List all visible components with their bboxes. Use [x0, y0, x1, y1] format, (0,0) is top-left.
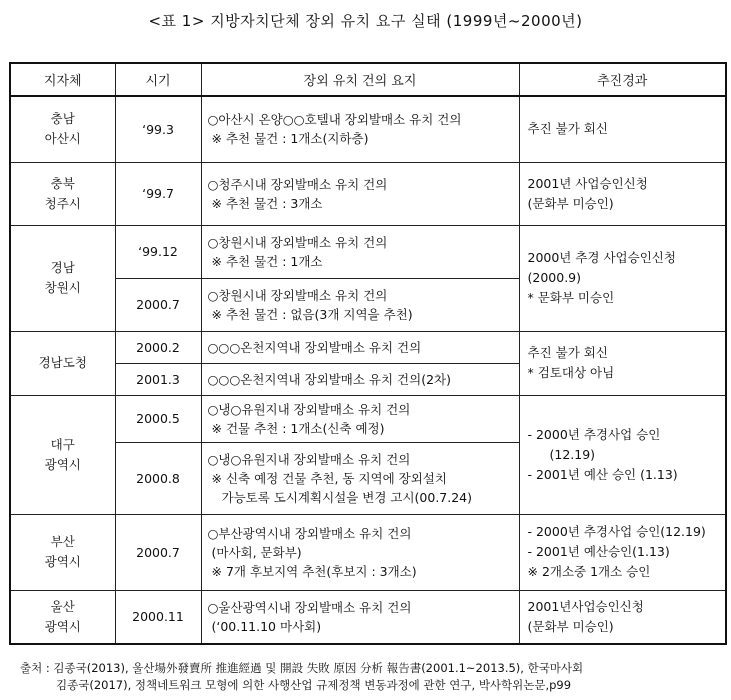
gist-line: ○울산광역시내 장외발매소 유치 건의: [207, 599, 412, 615]
region-cell: [10, 96, 115, 162]
table-row: [10, 331, 726, 363]
progress-line: - 2000년 추경사업 승인(12.19): [527, 524, 706, 539]
region-line: 부산: [50, 534, 75, 549]
period-cell: 2000.2: [115, 331, 201, 363]
table-row: [10, 395, 726, 442]
region-line: 충북: [50, 175, 75, 191]
header-row: [10, 63, 726, 96]
progress-line: (문화부 미승인): [527, 618, 614, 634]
progress-line: ※ 2개소중 1개소 승인: [527, 564, 651, 579]
gist-line: 가능토록 도시계획시설을 변경 고시(00.7.24): [221, 489, 473, 505]
gist-line: ※ 건물 추천 : 1개소(신축 예정): [211, 420, 385, 436]
region-line: 대구: [50, 436, 75, 452]
region-line: 광역시: [44, 456, 81, 472]
region-line: 청주시: [44, 195, 81, 211]
gist-line: ○냉○유원지내 장외발매소 유치 건의: [207, 451, 411, 467]
period-cell: 2000.7: [115, 278, 201, 331]
gist-cell: [201, 363, 519, 395]
progress-line: 2000년 추경 사업승인신청: [527, 250, 676, 265]
table-row: [10, 225, 726, 278]
source-line-2: 김종국(2017), 정책네트워크 모형에 의한 사행산업 규제정책 변동과정에 관한 연구, 박사학위논문,p99: [56, 678, 572, 692]
gist-line: ○○○온천지역내 장외발매소 유치 건의: [207, 339, 422, 355]
gist-cell: [201, 331, 519, 363]
gist-line: ※ 추천 물건 : 1개소(지하층): [211, 131, 369, 147]
request-status-table: [9, 62, 727, 645]
table-row: [10, 96, 726, 162]
progress-line: (12.19): [549, 446, 596, 462]
period-cell: 2000.5: [115, 395, 201, 442]
progress-cell: [519, 331, 726, 395]
gist-line: ※ 추천 물건 : 1개소: [211, 253, 323, 269]
region-cell: [10, 395, 115, 514]
progress-line: * 검토대상 아님: [527, 365, 615, 380]
gist-line: ○부산광역시내 장외발매소 유치 건의: [207, 525, 412, 541]
gist-line: (마사회, 문화부): [211, 544, 302, 560]
progress-line: - 2000년 추경사업 승인: [527, 426, 661, 442]
gist-line: ※ 추천 물건 : 3개소: [211, 195, 323, 211]
region-line: 경남: [50, 260, 75, 275]
gist-cell: [201, 395, 519, 442]
progress-line: - 2001년 예산승인(1.13): [527, 544, 670, 559]
gist-cell: [201, 514, 519, 590]
gist-cell: [201, 225, 519, 278]
period-cell: ‘99.12: [115, 225, 201, 278]
period-cell: 2001.3: [115, 363, 201, 395]
header-gist: 장외 유치 건의 요지: [201, 63, 519, 96]
source-note: [20, 660, 583, 694]
gist-line: ※ 7개 후보지역 추천(후보지 : 3개소): [211, 563, 417, 579]
gist-line: ○아산시 온양○○호텔내 장외발매소 유치 건의: [207, 112, 462, 128]
table-row: [10, 590, 726, 644]
gist-cell: [201, 162, 519, 225]
region-line: 광역시: [44, 554, 81, 569]
gist-cell: [201, 442, 519, 514]
progress-line: 추진 불가 회신: [527, 345, 608, 360]
region-cell: [10, 590, 115, 644]
header-region: 지자체: [10, 63, 115, 96]
progress-cell: [519, 96, 726, 162]
region-line: 아산시: [44, 131, 81, 147]
region-line: 울산: [50, 598, 75, 614]
period-cell: 2000.11: [115, 590, 201, 644]
progress-line: 추진 불가 회신: [527, 121, 608, 137]
progress-cell: [519, 395, 726, 514]
region-line: 충남: [50, 111, 75, 127]
region-cell: [10, 225, 115, 331]
progress-line: * 문화부 미승인: [527, 290, 615, 305]
region-line: 창원시: [44, 280, 81, 295]
region-cell: [10, 331, 115, 395]
progress-cell: [519, 225, 726, 331]
progress-line: - 2001년 예산 승인 (1.13): [527, 466, 678, 482]
table-row: [10, 162, 726, 225]
gist-cell: [201, 96, 519, 162]
gist-cell: [201, 590, 519, 644]
header-progress: 추진경과: [519, 63, 726, 96]
progress-line: 2001년 사업승인신청: [527, 175, 648, 191]
gist-line: ※ 신축 예정 건물 추천, 동 지역에 장외설치: [211, 470, 447, 486]
period-cell: ‘99.3: [115, 96, 201, 162]
gist-line: ※ 추천 물건 : 없음(3개 지역을 추천): [211, 306, 413, 322]
gist-line: (‘00.11.10 마사회): [211, 618, 322, 634]
gist-line: ○냉○유원지내 장외발매소 유치 건의: [207, 401, 411, 417]
header-period: 시기: [115, 63, 201, 96]
source-line-1: 출처 : 김종국(2013), 울산場外發賣所 推進經過 및 開設 失敗 原因 分析 報告書(2001.1~2013.5), 한국마사회: [20, 661, 584, 675]
progress-line: (2000.9): [527, 270, 581, 285]
gist-line: ○청주시내 장외발매소 유치 건의: [207, 176, 388, 192]
period-cell: 2000.8: [115, 442, 201, 514]
region-cell: [10, 514, 115, 590]
region-cell: [10, 162, 115, 225]
progress-cell: [519, 590, 726, 644]
gist-line: ○창원시내 장외발매소 유치 건의: [207, 234, 388, 250]
gist-cell: [201, 278, 519, 331]
region-line: 광역시: [44, 618, 81, 634]
table-row: [10, 514, 726, 590]
progress-cell: [519, 162, 726, 225]
period-cell: 2000.7: [115, 514, 201, 590]
table-title: <표 1> 지방자치단체 장외 유치 요구 실태 (1999년~2000년): [148, 12, 583, 30]
progress-cell: [519, 514, 726, 590]
gist-line: ○창원시내 장외발매소 유치 건의: [207, 287, 388, 303]
progress-line: 2001년사업승인신청: [527, 598, 644, 614]
region-line: 경남도청: [38, 355, 87, 370]
period-cell: ‘99.7: [115, 162, 201, 225]
progress-line: (문화부 미승인): [527, 195, 614, 211]
gist-line: ○○○온천지역내 장외발매소 유치 건의(2차): [207, 371, 451, 387]
